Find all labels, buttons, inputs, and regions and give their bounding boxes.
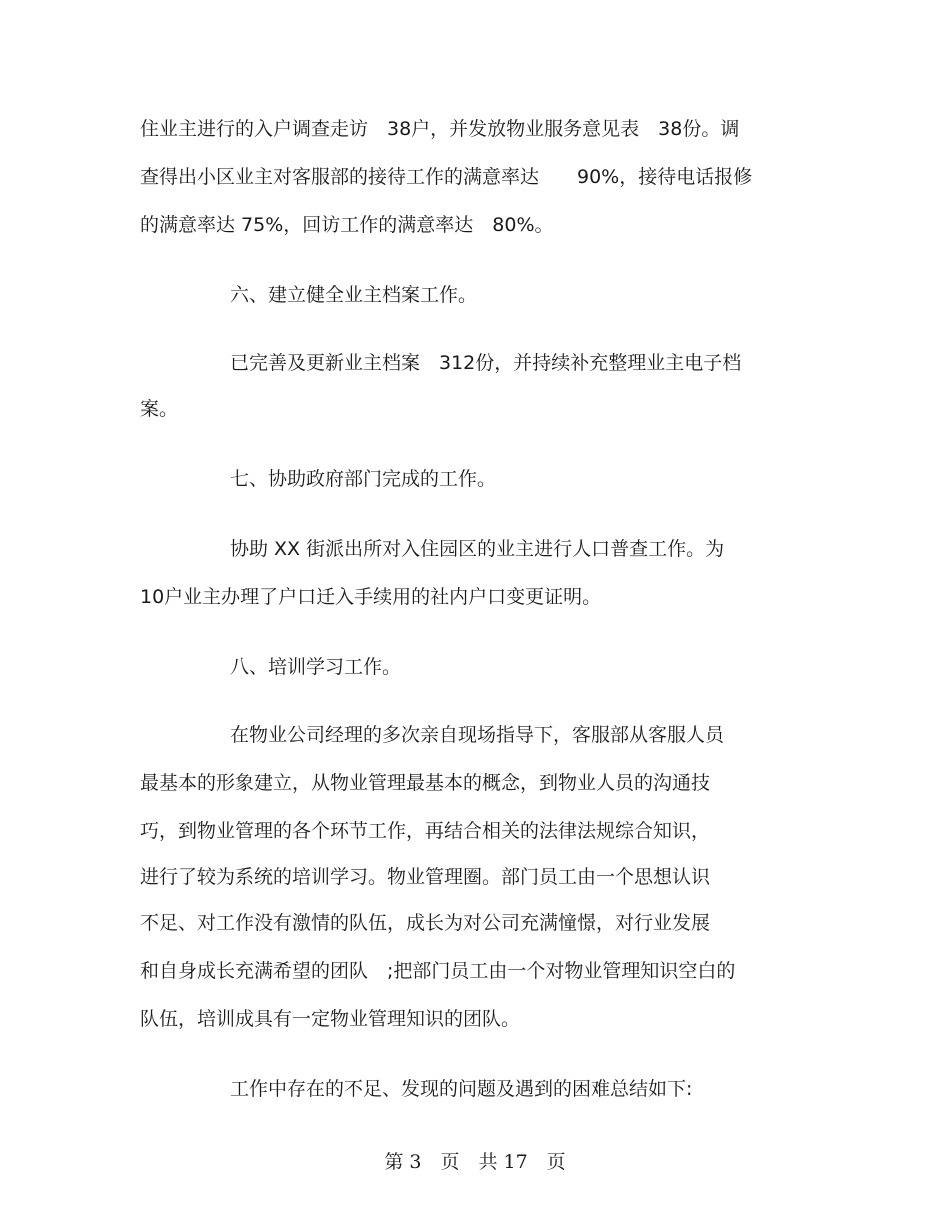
text-line: 最基本的形象建立，从物业管理最基本的概念，到物业人员的沟通技 [140, 772, 711, 794]
section-heading: 八、培训学习工作。 [230, 656, 402, 678]
text-line: 住业主进行的入户调查走访 38户，并发放物业服务意见表 38份。调 [140, 118, 740, 140]
section-heading: 七、协助政府部门完成的工作。 [230, 468, 497, 490]
text-line: 工作中存在的不足、发现的问题及遇到的困难总结如下: [230, 1078, 693, 1100]
text-line: 进行了较为系统的培训学习。物业管理圈。部门员工由一个思想认识 [140, 866, 711, 888]
text-line: 协助 XX 街派出所对入住园区的业主进行人口普查工作。为 [230, 538, 725, 560]
text-line: 在物业公司经理的多次亲自现场指导下，客服部从客服人员 [230, 724, 725, 746]
section-heading: 六、建立健全业主档案工作。 [230, 284, 478, 306]
text-line: 的满意率达 75%，回访工作的满意率达 80%。 [140, 214, 554, 236]
text-line: 和自身成长充满希望的团队 ;把部门员工由一个对物业管理知识空白的 [140, 960, 736, 982]
text-line: 队伍，培训成具有一定物业管理知识的团队。 [140, 1008, 521, 1030]
text-line: 案。 [140, 398, 179, 420]
page-number-footer: 第 3 页 共 17 页 [384, 1151, 566, 1173]
text-line: 10户业主办理了户口迁入手续用的社内户口变更证明。 [140, 586, 602, 608]
text-line: 巧，到物业管理的各个环节工作，再结合相关的法律法规综合知识， [140, 820, 711, 842]
text-line: 查得出小区业主对客服部的接待工作的满意率达 90%，接待电话报修 [140, 166, 753, 188]
text-line: 已完善及更新业主档案 312份，并持续补充整理业主电子档 [230, 352, 742, 374]
text-line: 不足、对工作没有激情的队伍，成长为对公司充满憧憬，对行业发展 [140, 912, 711, 934]
